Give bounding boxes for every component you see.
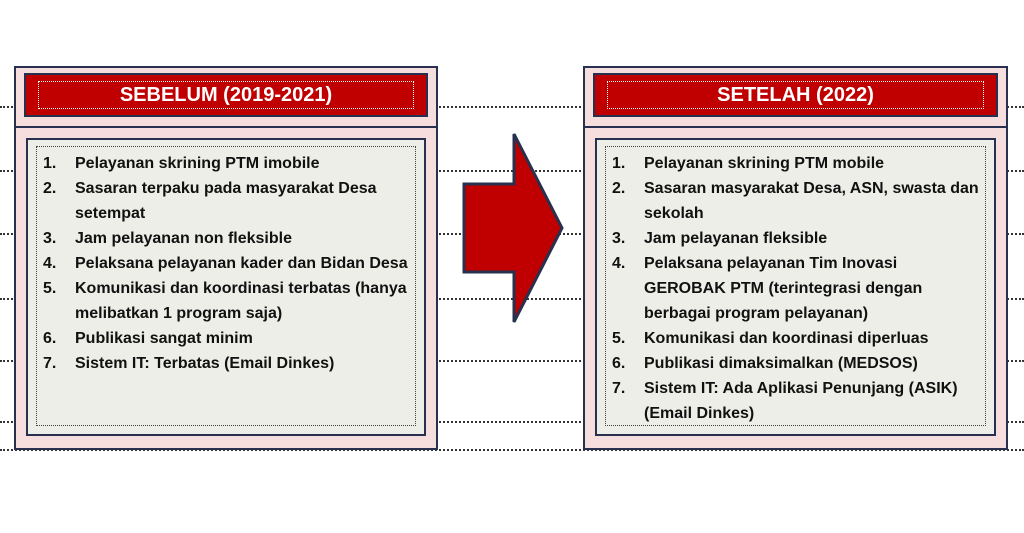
list-item [612, 226, 979, 251]
list-item [43, 226, 409, 251]
item-text: Sasaran masyarakat Desa, ASN, swasta dan sekolah [644, 180, 979, 222]
item-text: Pelayanan skrining PTM imobile [75, 155, 320, 172]
list-item [43, 176, 409, 226]
item-number: 1. [43, 155, 57, 172]
before-title: SEBELUM (2019-2021) [38, 81, 414, 109]
after-panel [583, 66, 1008, 450]
after-list [612, 151, 979, 426]
list-item [612, 376, 979, 426]
after-body [595, 138, 996, 436]
after-body-inner [605, 146, 986, 426]
list-item [43, 351, 409, 376]
item-number: 5. [43, 280, 57, 297]
item-text: Sasaran terpaku pada masyarakat Desa setempat [75, 180, 377, 222]
list-item [43, 251, 409, 276]
before-body-inner [36, 146, 416, 426]
item-number: 2. [43, 180, 57, 197]
item-text: Komunikasi dan koordinasi diperluas [644, 330, 929, 347]
item-text: Jam pelayanan non fleksible [75, 230, 292, 247]
item-number: 6. [43, 330, 57, 347]
item-number: 2. [612, 180, 626, 197]
item-text: Pelaksana pelayanan kader dan Bidan Desa [75, 255, 408, 272]
list-item [612, 351, 979, 376]
item-number: 3. [43, 230, 57, 247]
before-body [26, 138, 426, 436]
item-text: Pelayanan skrining PTM mobile [644, 155, 885, 172]
item-number: 4. [612, 255, 626, 272]
item-text: Publikasi sangat minim [75, 330, 253, 347]
before-panel [14, 66, 438, 450]
item-text: Sistem IT: Terbatas (Email Dinkes) [75, 355, 335, 372]
list-item [612, 251, 979, 326]
before-list [43, 151, 409, 376]
item-number: 3. [612, 230, 626, 247]
list-item [43, 326, 409, 351]
item-text: Publikasi dimaksimalkan (MEDSOS) [644, 355, 918, 372]
before-header [24, 73, 428, 117]
list-item [612, 151, 979, 176]
after-title: SETELAH (2022) [607, 81, 984, 109]
item-number: 7. [43, 355, 57, 372]
list-item [43, 151, 409, 176]
item-number: 7. [612, 380, 626, 397]
item-number: 5. [612, 330, 626, 347]
list-item [43, 276, 409, 326]
after-header [593, 73, 998, 117]
item-number: 6. [612, 355, 626, 372]
list-item [612, 176, 979, 226]
item-number: 4. [43, 255, 57, 272]
right-arrow-icon [462, 130, 566, 326]
list-item [612, 326, 979, 351]
header-divider [585, 126, 1006, 128]
item-text: Pelaksana pelayanan Tim Inovasi GEROBAK PTM (terintegrasi dengan berbagai program pelayanan) [644, 255, 923, 322]
item-text: Jam pelayanan fleksible [644, 230, 828, 247]
item-number: 1. [612, 155, 626, 172]
item-text: Sistem IT: Ada Aplikasi Penunjang (ASIK) (Email Dinkes) [644, 380, 958, 422]
header-divider [16, 126, 436, 128]
item-text: Komunikasi dan koordinasi terbatas (hanya melibatkan 1 program saja) [75, 280, 407, 322]
